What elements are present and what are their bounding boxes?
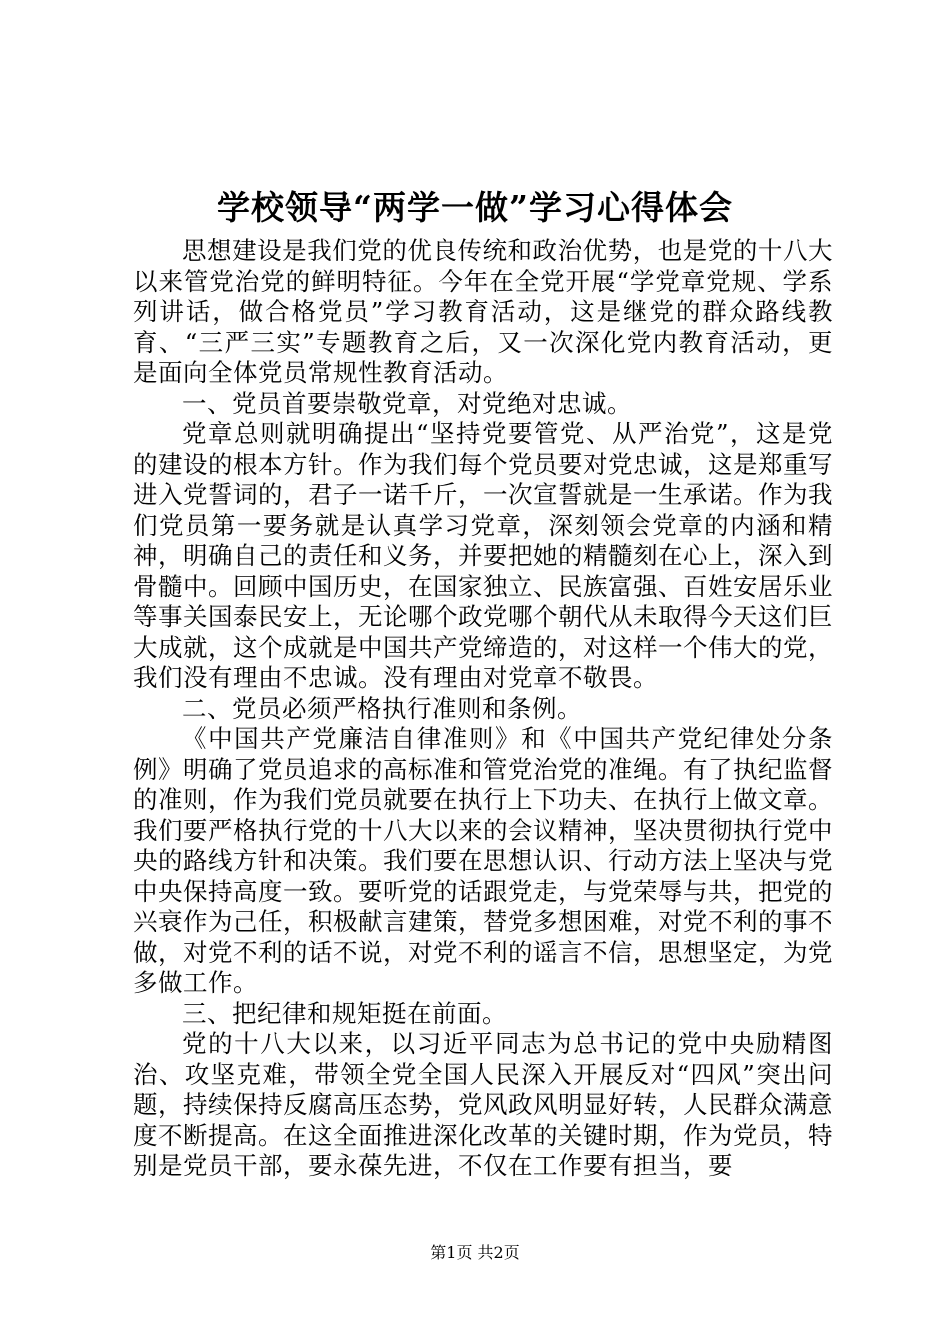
section-heading-2: 二、党员必须严格执行准则和条例。 <box>182 693 582 723</box>
paragraph-section-3: 党的十八大以来，以习近平同志为总书记的党中央励精图治、攻坚克难，带领全党全国人民深入开展反对“四风”突出问题，持续保持反腐高压态势，党风政风明显好转，人民群众满意度不断提高。在这全面推进深化改革的关键时期，作为党员，特别是党员干部，要永葆先进，不仅在工作要有担当，要 <box>133 1029 833 1180</box>
section-heading-3: 三、把纪律和规矩挺在前面。 <box>182 998 507 1028</box>
document-body <box>133 236 833 1182</box>
paragraph-section-1: 党章总则就明确提出“坚持党要管党、从严治党”，这是党的建设的根本方针。作为我们每个党员要对党忠诚，这是郑重写进入党誓词的，君子一诺千斤，一次宣誓就是一生承诺。作为我们党员第一要务就是认真学习党章，深刻领会党章的内涵和精神，明确自己的责任和义务，并要把她的精髓刻在心上，深入到骨髓中。回顾中国历史，在国家独立、民族富强、百姓安居乐业等事关国泰民安上，无论哪个政党哪个朝代从未取得今天这们巨大成就，这个成就是中国共产党缔造的，对这样一个伟大的党，我们没有理由不忠诚。没有理由对党章不敬畏。 <box>133 419 833 692</box>
paragraph-section-2: 《中国共产党廉洁自律准则》和《中国共产党纪律处分条例》明确了党员追求的高标准和管党治党的准绳。有了执纪监督的准则，作为我们党员就要在执行上下功夫、在执行上做文章。我们要严格执行党的十八大以来的会议精神，坚决贯彻执行党中央的路线方针和决策。我们要在思想认识、行动方法上坚决与党中央保持高度一致。要听党的话跟党走，与党荣辱与共，把党的兴衰作为己任，积极献言建策，替党多想困难，对党不利的事不做，对党不利的话不说，对党不利的谣言不信，思想坚定，为党多做工作。 <box>133 724 833 997</box>
section-heading-1: 一、党员首要崇敬党章，对党绝对忠诚。 <box>182 388 632 418</box>
document-title: 学校领导“两学一做”学习心得体会 <box>217 188 733 227</box>
paragraph-intro: 思想建设是我们党的优良传统和政治优势，也是党的十八大以来管党治党的鲜明特征。今年在全党开展“学党章党规、学系列讲话，做合格党员”学习教育活动，这是继党的群众路线教育、“三严三实”专题教育之后，又一次深化党内教育活动，更是面向全体党员常规性教育活动。 <box>133 236 833 387</box>
page-number-footer: 第1页 共2页 <box>430 1243 520 1262</box>
